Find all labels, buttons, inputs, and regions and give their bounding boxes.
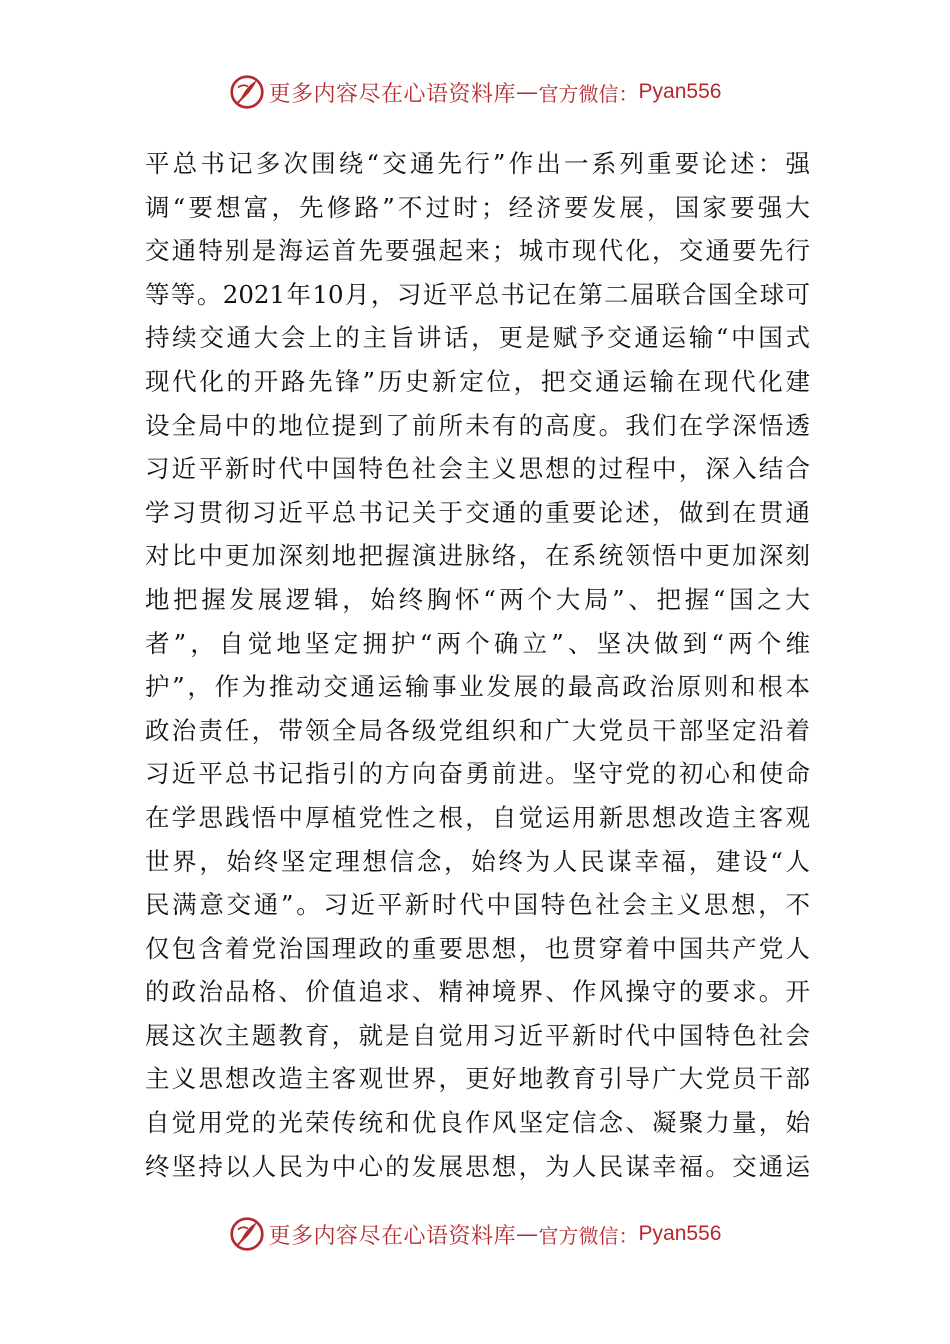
text-line: 学习贯彻习近平总书记关于交通的重要论述，做到在贯通 bbox=[145, 497, 810, 527]
text-line: 等等。2021年10月，习近平总书记在第二届联合国全球可 bbox=[145, 279, 810, 309]
body-paragraph bbox=[145, 142, 810, 1188]
text-line: 政治责任，带领全局各级党组织和广大党员干部坚定沿着 bbox=[145, 715, 810, 745]
text-line: 习近平总书记指引的方向奋勇前进。坚守党的初心和使命 bbox=[145, 759, 810, 789]
text-line: 主义思想改造主客观世界，更好地教育引导广大党员干部 bbox=[145, 1064, 810, 1094]
footer-banner bbox=[0, 1214, 950, 1254]
banner-dash: — bbox=[516, 79, 539, 105]
text-line: 护”，作为推动交通运输事业发展的最高政治原则和根本 bbox=[145, 672, 810, 702]
feather-logo-icon bbox=[229, 74, 265, 110]
banner-wechat-id: Pyan556 bbox=[638, 80, 722, 103]
text-line: 自觉用党的光荣传统和优良作风坚定信念、凝聚力量，始 bbox=[145, 1108, 810, 1138]
text-line: 对比中更加深刻地把握演进脉络，在系统领悟中更加深刻 bbox=[145, 541, 810, 571]
text-line: 习近平新时代中国特色社会主义思想的过程中，深入结合 bbox=[145, 454, 810, 484]
text-line: 调“要想富，先修路”不过时；经济要发展，国家要强大 bbox=[145, 192, 810, 222]
feather-logo-icon bbox=[229, 1216, 265, 1252]
text-line: 仅包含着党治国理政的重要思想，也贯穿着中国共产党人 bbox=[145, 933, 810, 963]
text-line: 现代化的开路先锋”历史新定位，把交通运输在现代化建 bbox=[145, 366, 810, 396]
banner-wechat-id: Pyan556 bbox=[638, 1222, 722, 1245]
text-line: 持续交通大会上的主旨讲话，更是赋予交通运输“中国式 bbox=[145, 323, 810, 353]
text-line: 设全局中的地位提到了前所未有的高度。我们在学深悟透 bbox=[145, 410, 810, 440]
text-line: 世界，始终坚定理想信念，始终为人民谋幸福，建设“人 bbox=[145, 846, 810, 876]
text-line: 交通特别是海运首先要强起来；城市现代化，交通要先行 bbox=[145, 236, 810, 266]
text-line: 的政治品格、价值追求、精神境界、作风操守的要求。开 bbox=[145, 977, 810, 1007]
text-line: 平总书记多次围绕“交通先行”作出一系列重要论述：强 bbox=[145, 149, 810, 178]
banner-wechat-label: 官方微信： bbox=[538, 1223, 639, 1248]
text-line: 展这次主题教育，就是自觉用习近平新时代中国特色社会 bbox=[145, 1020, 810, 1050]
banner-site-name: 更多内容尽在心语资料库 bbox=[268, 81, 517, 107]
text-line: 在学思践悟中厚植党性之根，自觉运用新思想改造主客观 bbox=[145, 802, 810, 832]
text-line: 民满意交通”。习近平新时代中国特色社会主义思想，不 bbox=[145, 890, 810, 920]
text-line: 者”，自觉地坚定拥护“两个确立”、坚决做到“两个维 bbox=[145, 628, 810, 658]
text-line: 终坚持以人民为中心的发展思想，为人民谋幸福。交通运 bbox=[145, 1151, 810, 1181]
header-banner bbox=[0, 72, 950, 112]
banner-dash: — bbox=[516, 1221, 539, 1247]
banner-site-name: 更多内容尽在心语资料库 bbox=[268, 1223, 517, 1249]
banner-wechat-label: 官方微信： bbox=[538, 81, 639, 106]
text-line: 地把握发展逻辑，始终胸怀“两个大局”、把握“国之大 bbox=[145, 584, 810, 614]
